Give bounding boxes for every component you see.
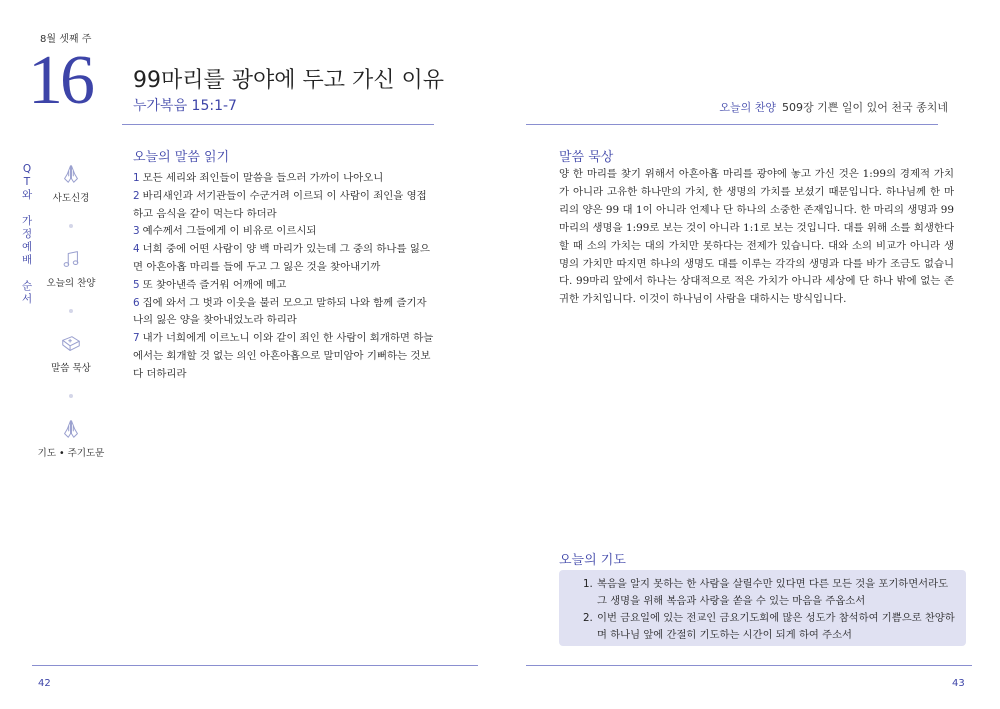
step-separator-dot bbox=[69, 309, 73, 313]
step-apostles-creed bbox=[38, 163, 104, 204]
praying-hands-icon bbox=[60, 418, 82, 440]
prayer-heading: 오늘의 기도 bbox=[559, 553, 626, 568]
praying-hands-icon bbox=[60, 163, 82, 185]
page-title: 99마리를 광야에 두고 가신 이유 bbox=[133, 68, 444, 93]
verse: 2 바리새인과 서기관들이 수군거려 이르되 이 사람이 죄인을 영접하고 음식을 같이 먹는다 하더라 bbox=[133, 189, 427, 220]
verse: 1 모든 세리와 죄인들이 말씀을 들으러 가까이 나아오니 bbox=[133, 172, 384, 184]
step-separator-dot bbox=[69, 224, 73, 228]
verse: 7 내가 너희에게 이르노니 이와 같이 죄인 한 사람이 회개하면 하늘에서는 회개할 것 없는 의인 아흔아홉으로 말미암아 기뻐하는 것보다 더하리라 bbox=[133, 332, 434, 380]
prayer-list bbox=[559, 570, 966, 644]
today-hymn bbox=[719, 99, 948, 115]
prayer-item: 2. 이번 금요일에 있는 전교인 금요기도회에 많은 성도가 참석하여 기쁨으로 찬양하며 하나님 앞에 간절히 기도하는 시간이 되게 하여 주소서 bbox=[583, 612, 955, 641]
scripture-reference: 누가복음 15:1-7 bbox=[133, 98, 237, 114]
step-today-hymn bbox=[38, 248, 104, 289]
worship-order-steps bbox=[38, 163, 104, 459]
footer-divider-right bbox=[526, 665, 972, 666]
step-word-meditation bbox=[38, 333, 104, 374]
prayer-item: 1. 복음을 알지 못하는 한 사람을 살릴수만 있다면 다른 모든 것을 포기하면서라도 그 생명을 위해 복음과 사랑을 쏟을 수 있는 마음을 주옵소서 bbox=[583, 578, 949, 607]
step-label: 기도 • 주기도문 bbox=[37, 448, 105, 459]
verse: 4 너희 중에 어떤 사람이 양 백 마리가 있는데 그 중의 하나를 잃으면 아흔아홉 마리를 들에 두고 그 잃은 것을 찾아내기까 bbox=[133, 243, 430, 273]
page-number-right: 43 bbox=[952, 678, 965, 689]
step-label: 사도신경 bbox=[52, 193, 90, 204]
verse: 6 집에 와서 그 벗과 이웃을 불러 모으고 말하되 나와 함께 즐기자 나의 잃은 양을 찾아내었노라 하리라 bbox=[133, 296, 427, 327]
meditation-heading: 말씀 묵상 bbox=[559, 150, 614, 165]
header-divider-left bbox=[122, 124, 434, 125]
reading-passage bbox=[133, 170, 435, 384]
sidebar-vertical-title: Q T 와 가 정 예 배 순 서 bbox=[22, 163, 33, 305]
step-prayer bbox=[38, 418, 104, 459]
step-label: 말씀 묵상 bbox=[51, 363, 91, 374]
reading-heading: 오늘의 말씀 읽기 bbox=[133, 150, 230, 165]
hymn-label: 오늘의 찬양 bbox=[719, 101, 776, 114]
music-note-icon bbox=[60, 248, 82, 270]
prayer-box bbox=[559, 570, 966, 646]
verse: 3 예수께서 그들에게 이 비유로 이르시되 bbox=[133, 225, 317, 238]
hymn-value: 509장 기쁜 일이 있어 천국 종치네 bbox=[782, 101, 948, 114]
week-label: 8월 셋째 주 bbox=[40, 34, 92, 45]
footer-divider-left bbox=[32, 665, 478, 666]
page-number-left: 42 bbox=[38, 678, 51, 689]
step-separator-dot bbox=[69, 394, 73, 398]
header-divider-right bbox=[526, 124, 938, 125]
verse: 5 또 찾아낸즉 즐거워 어깨에 메고 bbox=[133, 278, 287, 291]
step-label: 오늘의 찬양 bbox=[46, 278, 96, 289]
meditation-body: 양 한 마리를 찾기 위해서 아흔아홉 마리를 광야에 놓고 가신 것은 1:99의 경제적 가치가 아니라 고유한 하나만의 가치, 한 생명의 가치를 보셨기 때문입니다. 하나님께 한 마리의 양은 99 대 1이 아니라 언제나 단 하나의 소중한 존재입니다. 한 마리의 생명과 99 마리의 생명을 1:99로 보는 것이 아니라 1:1로 보는 것입니다. 대를 위해 소를 희생한다 할 때 소의 가치는 대의 가치만 못하다는 전제가 있습니다. 대와 소의 비교가 아니라 생명의 가치만 따지면 하나의 생명도 대를 이루는 각각의 생명과 다를 바가 조금도 없습니다. 99마리 앞에서 하나는 상대적으로 적은 가치가 아니라 세상에 단 하나 밖에 없는 존귀한 가치입니다. 이것이 하나님이 사람을 대하시는 방식입니다. bbox=[559, 168, 954, 306]
day-number: 16 bbox=[28, 42, 92, 119]
bible-icon bbox=[60, 333, 82, 355]
